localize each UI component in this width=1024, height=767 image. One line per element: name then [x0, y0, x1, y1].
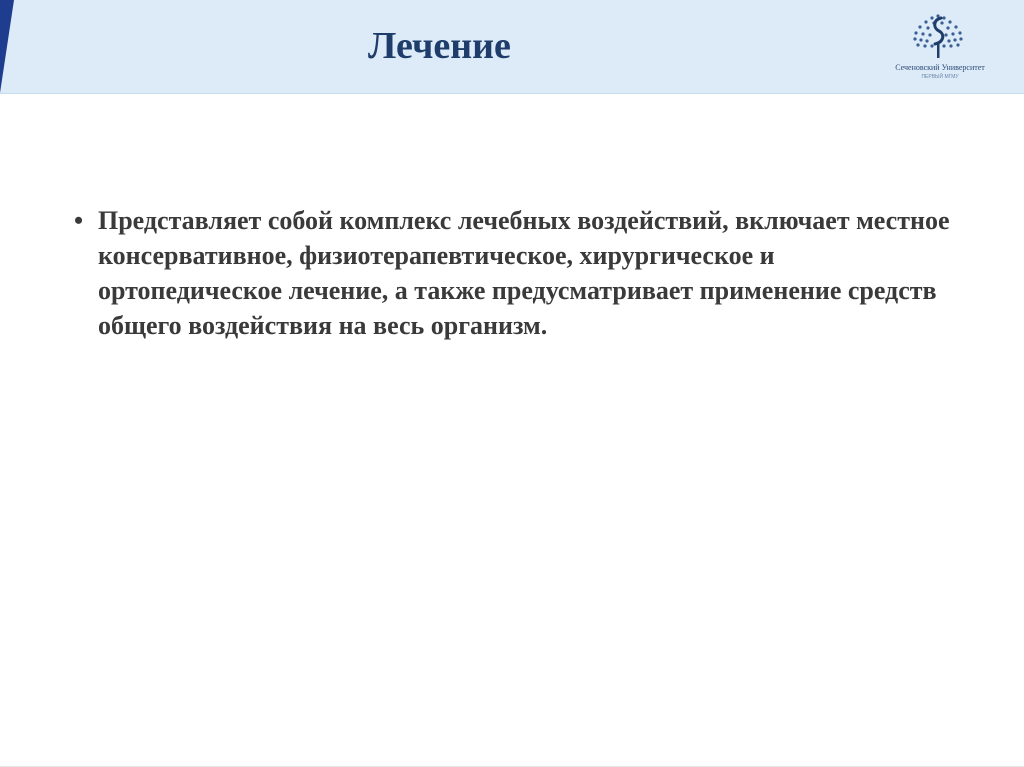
page-title: Лечение	[368, 25, 511, 67]
corner-accent-shape	[0, 0, 14, 93]
bullet-mark: •	[74, 206, 84, 235]
university-tree-logo-icon	[906, 8, 970, 62]
header-band	[0, 0, 1024, 94]
bullet-item	[70, 203, 950, 343]
university-logo	[880, 8, 1000, 88]
logo-subtitle: ПЕРВЫЙ МГМУ	[921, 74, 959, 80]
logo-name: Сеченовский Университет	[895, 63, 985, 72]
bullet-text: Представляет собой комплекс лечебных воздействий, включает местное консервативное, физиотерапевтическое, хирургическое и ортопедическое лечение, а также предусматривает применение средств общего воздействия на весь организм.	[98, 206, 950, 340]
content-area	[70, 203, 950, 343]
